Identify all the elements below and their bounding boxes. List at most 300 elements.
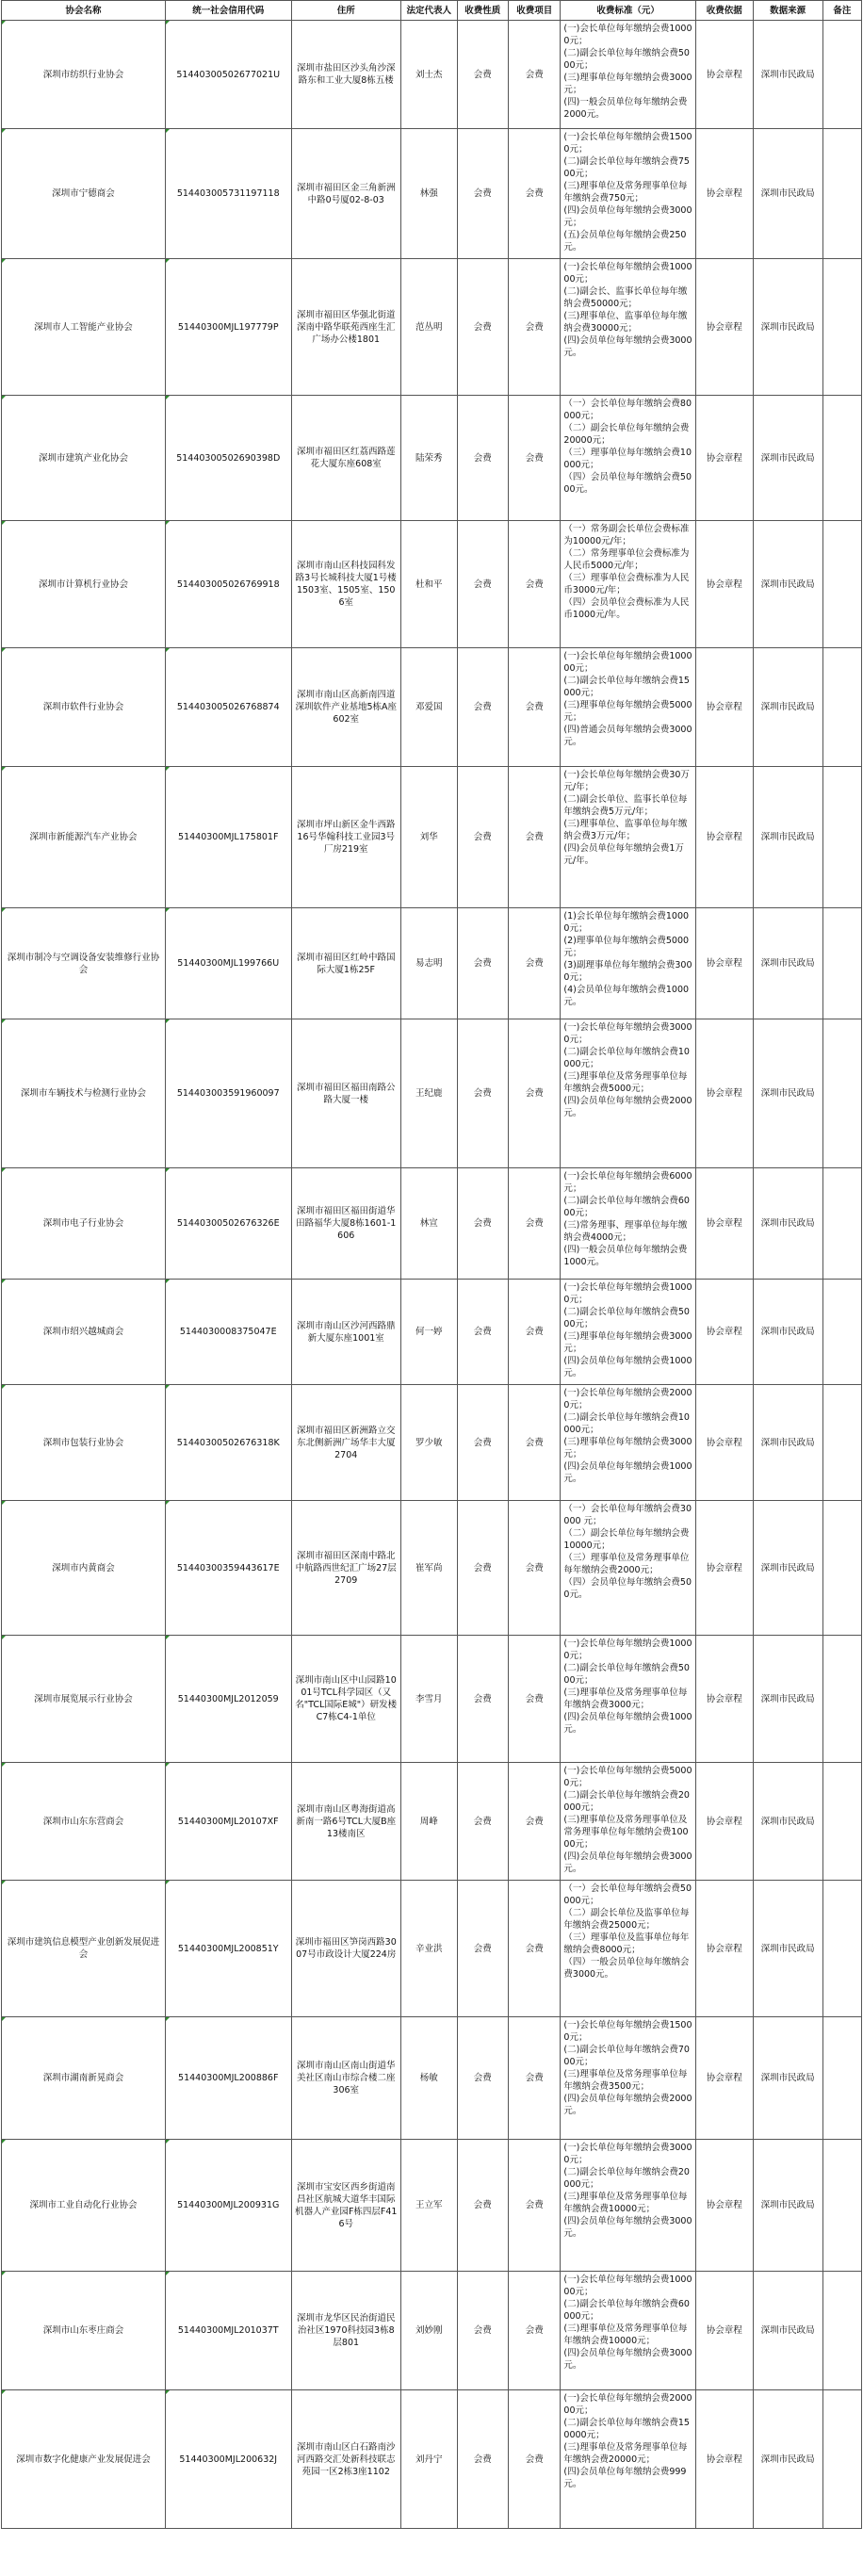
- fee-nature: 会费: [457, 129, 508, 259]
- table-row: [2, 1019, 862, 1168]
- fee-standard: [561, 259, 695, 396]
- credit-code: 51440300MJL199766U: [165, 908, 291, 1019]
- fee-basis: 协会章程: [695, 1881, 753, 2017]
- legal-representative: 林宣: [400, 1168, 457, 1280]
- fee-standard: [561, 521, 695, 648]
- fee-line: (一)会长单位每年缴纳会费100000元；: [563, 262, 692, 285]
- fee-line: (一)会长单位每年缴纳会费15000元；: [563, 132, 692, 155]
- association-name: 深圳市软件行业协会: [2, 648, 166, 767]
- address: 深圳市福田区金三角新洲中路0号厦02-8-03: [291, 129, 400, 259]
- association-name: 深圳市山东东营商会: [2, 1763, 166, 1881]
- fee-item: 会费: [508, 1763, 560, 1881]
- fee-standard: [561, 767, 695, 908]
- credit-code: 51440300MJL200886F: [165, 2017, 291, 2140]
- fee-line: （一）会长单位每年缴纳会费50000元；: [563, 1883, 692, 1906]
- credit-code: 514403005026768874: [165, 648, 291, 767]
- fee-line: （二）副会长单位每年缴纳会费20000元；: [563, 423, 690, 446]
- remark: [822, 1501, 861, 1636]
- fee-line: (三)理事单位每年缴纳会费3000元；: [563, 1437, 692, 1459]
- legal-representative: 何一婷: [400, 1280, 457, 1385]
- association-name: 深圳市建筑信息模型产业创新发展促进会: [2, 1881, 166, 2017]
- fee-nature: 会费: [457, 1385, 508, 1501]
- credit-code: 51440300502677021U: [165, 21, 291, 129]
- table-row: [2, 21, 862, 129]
- fee-line: (一)会长单位每年缴纳会费15000元；: [563, 2020, 692, 2043]
- data-source: 深圳市民政局: [753, 21, 822, 129]
- association-name: 深圳市绍兴越城商会: [2, 1280, 166, 1385]
- fee-item: 会费: [508, 908, 560, 1019]
- header-code: 统一社会信用代码: [165, 1, 291, 21]
- fee-item: 会费: [508, 1385, 560, 1501]
- remark: [822, 259, 861, 396]
- fee-line: （三）理事单位及常务理事单位每年缴纳会费2000元；: [563, 1553, 690, 1575]
- data-source: 深圳市民政局: [753, 259, 822, 396]
- data-source: 深圳市民政局: [753, 129, 822, 259]
- legal-representative: 杨敏: [400, 2017, 457, 2140]
- fee-basis: 协会章程: [695, 2017, 753, 2140]
- fee-line: （四）会员单位会费标准为人民币1000元/年。: [563, 597, 690, 620]
- header-source: 数据来源: [753, 1, 822, 21]
- fee-line: (二)副会长、监事长单位每年缴纳会费50000元；: [563, 286, 688, 309]
- fee-nature: 会费: [457, 2017, 508, 2140]
- fee-line: (一)会长单位每年缴纳会费10000元；: [563, 1639, 692, 1661]
- fee-item: 会费: [508, 1019, 560, 1168]
- fee-line: (一)会长单位每年缴纳会费30万元/年；: [563, 770, 690, 792]
- remark: [822, 396, 861, 521]
- fee-line: (二)副会长单位每年缴纳会费10000元；: [563, 1412, 690, 1435]
- fee-line: (四)会员单位每年缴纳会费1000元。: [563, 1461, 692, 1484]
- legal-representative: 王纪鹿: [400, 1019, 457, 1168]
- fee-line: （三）理事单位会费标准为人民币3000元/年；: [563, 573, 690, 595]
- fee-line: (四)会员单位每年缴纳会费2000元。: [563, 2094, 692, 2116]
- legal-representative: 刘丹宁: [400, 2390, 457, 2529]
- fee-line: (三)理事单位每年缴纳会费5000元；: [563, 700, 692, 723]
- fee-basis: 协会章程: [695, 1280, 753, 1385]
- association-name: 深圳市建筑产业化协会: [2, 396, 166, 521]
- remark: [822, 2017, 861, 2140]
- association-name: 深圳市车辆技术与检测行业协会: [2, 1019, 166, 1168]
- association-name: 深圳市电子行业协会: [2, 1168, 166, 1280]
- credit-code: 51440300MJL200931G: [165, 2140, 291, 2272]
- fee-basis: 协会章程: [695, 21, 753, 129]
- fee-line: (四)会员单位每年缴纳会费3000元。: [563, 1851, 692, 1874]
- fee-standard: [561, 1019, 695, 1168]
- fee-item: 会费: [508, 1881, 560, 2017]
- fee-standard: [561, 908, 695, 1019]
- fee-line: (三)理事单位及常务理事单位每年缴纳会费10000元；: [563, 2192, 688, 2214]
- address: 深圳市福田区红岭中路国际大厦1栋25F: [291, 908, 400, 1019]
- fee-line: (一)会长单位每年缴纳会费30000元；: [563, 1022, 692, 1045]
- fee-line: (四)会员单位每年缴纳会费3000元。: [563, 2216, 692, 2239]
- fee-line: (三)理事单位每年缴纳会费3000元；: [563, 73, 692, 95]
- table-row: [2, 908, 862, 1019]
- fee-basis: 协会章程: [695, 908, 753, 1019]
- credit-code: 51440300502676318K: [165, 1385, 291, 1501]
- fee-item: 会费: [508, 2272, 560, 2390]
- fee-basis: 协会章程: [695, 1168, 753, 1280]
- fee-item: 会费: [508, 396, 560, 521]
- association-name: 深圳市山东枣庄商会: [2, 2272, 166, 2390]
- legal-representative: 罗少敏: [400, 1385, 457, 1501]
- remark: [822, 129, 861, 259]
- fee-line: (四)会员单位每年缴纳会费999元。: [563, 2467, 687, 2489]
- address: 深圳市福田区福田南路公路大厦一楼: [291, 1019, 400, 1168]
- fee-nature: 会费: [457, 1636, 508, 1763]
- fee-line: (四)会员单位每年缴纳会费1000元。: [563, 1712, 692, 1735]
- remark: [822, 1385, 861, 1501]
- fee-item: 会费: [508, 129, 560, 259]
- fee-line: (二)副会长单位每年缴纳会费20000元；: [563, 1790, 690, 1813]
- header-nature: 收费性质: [457, 1, 508, 21]
- fee-basis: 协会章程: [695, 2390, 753, 2529]
- fee-line: (三)理事单位及常务理事单位每年缴纳会费750元；: [563, 181, 688, 204]
- address: 深圳市南山区高新南四道深圳软件产业基地5栋A座602室: [291, 648, 400, 767]
- fee-line: （一）会长单位每年缴纳会费80000元；: [563, 399, 692, 421]
- address: 深圳市福田区福田街道华田路福华大厦8栋1601-1606: [291, 1168, 400, 1280]
- data-source: 深圳市民政局: [753, 2140, 822, 2272]
- header-note: 备注: [822, 1, 861, 21]
- data-source: 深圳市民政局: [753, 1019, 822, 1168]
- fee-line: (二)副会长单位、监事长单位每年缴纳会费5万元/年；: [563, 794, 688, 817]
- table-row: [2, 521, 862, 648]
- fee-item: 会费: [508, 1636, 560, 1763]
- fee-line: (一)会长单位每年缴纳会费20000元；: [563, 1388, 692, 1410]
- legal-representative: 邓爱国: [400, 648, 457, 767]
- remark: [822, 1019, 861, 1168]
- fee-line: (四)会员单位每年缴纳会费3000元；: [563, 205, 692, 228]
- address: 深圳市福田区红荔西路莲花大厦东座608室: [291, 396, 400, 521]
- fee-standard: [561, 129, 695, 259]
- fee-nature: 会费: [457, 2140, 508, 2272]
- fee-line: （一）常务副会长单位会费标准为10000元/年；: [563, 524, 690, 546]
- address: 深圳市宝安区西乡街道南昌社区航城大道华丰国际机器人产业园F栋四层F416号: [291, 2140, 400, 2272]
- address: 深圳市南山区中山园路1001号TCL科学园区（又名"TCL国际E城"）研发楼C7栋C4-1单位: [291, 1636, 400, 1763]
- association-name: 深圳市制冷与空调设备安装维修行业协会: [2, 908, 166, 1019]
- fee-line: （四）会员单位每年缴纳会费5000元。: [563, 472, 692, 495]
- fee-item: 会费: [508, 1280, 560, 1385]
- fee-line: (四)普通会员每年缴纳会费3000元。: [563, 725, 692, 747]
- fee-item: 会费: [508, 648, 560, 767]
- data-source: 深圳市民政局: [753, 2017, 822, 2140]
- table-row: [2, 1280, 862, 1385]
- fee-line: (一)会长单位每年缴纳会费10000元；: [563, 24, 692, 46]
- fee-standard: [561, 1636, 695, 1763]
- fee-basis: 协会章程: [695, 1019, 753, 1168]
- credit-code: 51440300MJL200632J: [165, 2390, 291, 2529]
- address: 深圳市福田区新洲路立交东北侧新洲广场华丰大厦2704: [291, 1385, 400, 1501]
- fee-line: (三)理事单位、监事单位每年缴纳会费3万元/年；: [563, 819, 688, 841]
- remark: [822, 1763, 861, 1881]
- remark: [822, 1168, 861, 1280]
- fee-nature: 会费: [457, 21, 508, 129]
- fee-line: (二)副会长单位每年缴纳会费5000元；: [563, 1307, 690, 1329]
- legal-representative: 李雪月: [400, 1636, 457, 1763]
- fee-line: (三)理事单位及常务理事单位及常务理事单位每年缴纳会费10000元；: [563, 1815, 689, 1850]
- address: 深圳市福田区笋岗西路3007号市政设计大厦224房: [291, 1881, 400, 2017]
- fee-item: 会费: [508, 21, 560, 129]
- legal-representative: 杜和平: [400, 521, 457, 648]
- fee-standard: [561, 1168, 695, 1280]
- fee-line: (三)常务理事、理事单位每年缴纳会费4000元；: [563, 1220, 688, 1243]
- fee-line: (二)副会长单位每年缴纳会费5000元；: [563, 1663, 690, 1686]
- address: 深圳市南山区科技园科发路3号长城科技大厦1号楼1503室、1505室、1506室: [291, 521, 400, 648]
- credit-code: 51440300MJL197779P: [165, 259, 291, 396]
- table-row: [2, 2272, 862, 2390]
- fee-nature: 会费: [457, 767, 508, 908]
- credit-code: 51440300359443617E: [165, 1501, 291, 1636]
- legal-representative: 王立军: [400, 2140, 457, 2272]
- fee-basis: 协会章程: [695, 2272, 753, 2390]
- association-name: 深圳市人工智能产业协会: [2, 259, 166, 396]
- fee-line: （二）副会长单位及监事单位每年缴纳会费25000元；: [563, 1908, 690, 1931]
- fee-line: (2)理事单位每年缴纳会费5000元；: [563, 936, 690, 958]
- remark: [822, 1280, 861, 1385]
- header-basis: 收费依据: [695, 1, 753, 21]
- credit-code: 51440300MJL175801F: [165, 767, 291, 908]
- fee-line: (二)副会长单位每年缴纳会费5000元；: [563, 48, 690, 71]
- fee-basis: 协会章程: [695, 521, 753, 648]
- association-name: 深圳市展览展示行业协会: [2, 1636, 166, 1763]
- header-item: 收费项目: [508, 1, 560, 21]
- fee-item: 会费: [508, 1501, 560, 1636]
- remark: [822, 767, 861, 908]
- table-row: [2, 259, 862, 396]
- fee-line: （二）副会长单位每年缴纳会费10000元；: [563, 1528, 690, 1551]
- fee-standard: [561, 1385, 695, 1501]
- fee-line: （三）理事单位每年缴纳会费10000元；: [563, 448, 692, 470]
- fee-line: (四)会员单位每年缴纳会费3000元。: [563, 2348, 692, 2371]
- association-name: 深圳市内黄商会: [2, 1501, 166, 1636]
- fee-line: （四）会员单位每年缴纳会费500元。: [563, 1577, 692, 1600]
- header-name: 协会名称: [2, 1, 166, 21]
- data-source: 深圳市民政局: [753, 396, 822, 521]
- fee-line: (一)会长单位每年缴纳会费100000元；: [563, 651, 692, 674]
- fee-standard: [561, 1280, 695, 1385]
- table-row: [2, 1763, 862, 1881]
- remark: [822, 908, 861, 1019]
- fee-line: (一)会长单位每年缴纳会费100000元；: [563, 2274, 692, 2297]
- fee-basis: 协会章程: [695, 1385, 753, 1501]
- fee-line: (四)会员单位每年缴纳会费3000元。: [563, 335, 692, 358]
- data-source: 深圳市民政局: [753, 1280, 822, 1385]
- fee-standard: [561, 396, 695, 521]
- fee-item: 会费: [508, 1168, 560, 1280]
- remark: [822, 2390, 861, 2529]
- fee-basis: 协会章程: [695, 648, 753, 767]
- legal-representative: 易志明: [400, 908, 457, 1019]
- fee-line: (三)理事单位及常务理事单位每年缴纳会费20000元；: [563, 2442, 688, 2465]
- fee-line: (四)会员单位每年缴纳会费1万元/年。: [563, 843, 684, 866]
- fee-line: (二)副会长单位每年缴纳会费15000元；: [563, 676, 690, 698]
- table-row: [2, 2390, 862, 2529]
- fee-nature: 会费: [457, 1019, 508, 1168]
- legal-representative: 刘妙刚: [400, 2272, 457, 2390]
- remark: [822, 1881, 861, 2017]
- fee-line: (一)会长单位每年缴纳会费50000元；: [563, 1766, 692, 1788]
- fee-nature: 会费: [457, 259, 508, 396]
- header-fees: 收费标准（元）: [561, 1, 695, 21]
- association-name: 深圳市包装行业协会: [2, 1385, 166, 1501]
- legal-representative: 刘士杰: [400, 21, 457, 129]
- fee-line: (三)理事单位每年缴纳会费3000元；: [563, 1331, 692, 1354]
- fee-line: （三）理事单位及监事单位每年缴纳会费8000元；: [563, 1932, 690, 1955]
- fee-line: (五)会员单位每年缴纳会费250元。: [563, 230, 687, 253]
- fee-basis: 协会章程: [695, 1501, 753, 1636]
- fee-line: (二)副会长单位每年缴纳会费7000元；: [563, 2045, 690, 2067]
- credit-code: 51440300502676326E: [165, 1168, 291, 1280]
- address: 深圳市龙华区民治街道民治社区1970科技园3栋8层801: [291, 2272, 400, 2390]
- association-name: 深圳市计算机行业协会: [2, 521, 166, 648]
- fee-nature: 会费: [457, 648, 508, 767]
- fee-line: (一)会长单位每年缴纳会费10000元；: [563, 1282, 692, 1305]
- address: 深圳市福田区深南中路北中航路西世纪汇广场27层2709: [291, 1501, 400, 1636]
- fee-nature: 会费: [457, 2390, 508, 2529]
- table-row: [2, 1168, 862, 1280]
- legal-representative: 周峰: [400, 1763, 457, 1881]
- legal-representative: 刘华: [400, 767, 457, 908]
- address: 深圳市福田区华强北街道深南中路华联苑西座生汇广场办公楼1801: [291, 259, 400, 396]
- fee-line: (三)理事单位、监事单位每年缴纳会费30000元；: [563, 311, 688, 334]
- remark: [822, 648, 861, 767]
- address: 深圳市南山区白石路南沙河西路交汇处新科技联志苑园一区2栋3座1102: [291, 2390, 400, 2529]
- association-name: 深圳市新能源汽车产业协会: [2, 767, 166, 908]
- association-name: 深圳市宁德商会: [2, 129, 166, 259]
- fee-line: (二)副会长单位每年缴纳会费60000元；: [563, 2299, 690, 2322]
- fee-item: 会费: [508, 521, 560, 648]
- fee-line: (四)一般会员单位每年缴纳会费2000元。: [563, 97, 688, 120]
- remark: [822, 2272, 861, 2390]
- table-row: [2, 1881, 862, 2017]
- association-name: 深圳市湖南新晃商会: [2, 2017, 166, 2140]
- table-row: [2, 1501, 862, 1636]
- address: 深圳市盐田区沙头角沙深路东和工业大厦8栋五楼: [291, 21, 400, 129]
- fee-nature: 会费: [457, 1881, 508, 2017]
- fee-standard: [561, 21, 695, 129]
- credit-code: 51440300MJL2012059: [165, 1636, 291, 1763]
- credit-code: 514403003591960097: [165, 1019, 291, 1168]
- fee-nature: 会费: [457, 1280, 508, 1385]
- credit-code: 51440300MJL201037T: [165, 2272, 291, 2390]
- fee-standard: [561, 648, 695, 767]
- fee-line: (三)理事单位及常务理事单位每年缴纳会费10000元；: [563, 2323, 688, 2346]
- fee-line: (二)副会长单位每年缴纳会费20000元；: [563, 2167, 690, 2190]
- fee-line: （一）会长单位每年缴纳会费30000 元；: [563, 1504, 692, 1526]
- fee-line: (二)副会长单位每年缴纳会费6000元；: [563, 1196, 690, 1218]
- fee-line: (4)会员单位每年缴纳会费1000元。: [563, 985, 690, 1007]
- table-row: [2, 767, 862, 908]
- table-row: [2, 129, 862, 259]
- legal-representative: 范丛明: [400, 259, 457, 396]
- credit-code: 51440300502690398D: [165, 396, 291, 521]
- fee-line: (二)副会长单位每年缴纳会费10000元；: [563, 1047, 690, 1069]
- fee-standard: [561, 2272, 695, 2390]
- data-source: 深圳市民政局: [753, 1763, 822, 1881]
- fee-line: (三)理事单位及常务理事单位每年缴纳会费3500元；: [563, 2069, 688, 2092]
- data-source: 深圳市民政局: [753, 2390, 822, 2529]
- fee-line: (三)理事单位及常务理事单位每年缴纳会费5000元；: [563, 1071, 688, 1094]
- legal-representative: 陆荣秀: [400, 396, 457, 521]
- header-address: 住所: [291, 1, 400, 21]
- table-body: [2, 21, 862, 2529]
- fee-standard: [561, 1763, 695, 1881]
- fee-nature: 会费: [457, 908, 508, 1019]
- table-row: [2, 2140, 862, 2272]
- data-source: 深圳市民政局: [753, 1636, 822, 1763]
- remark: [822, 1636, 861, 1763]
- fee-line: (3)副理事单位每年缴纳会费3000元；: [563, 960, 692, 983]
- data-source: 深圳市民政局: [753, 521, 822, 648]
- header-row: [2, 1, 862, 21]
- legal-representative: 辛业洪: [400, 1881, 457, 2017]
- credit-code: 514403005026769918: [165, 521, 291, 648]
- fee-line: (四)会员单位每年缴纳会费2000元。: [563, 1096, 692, 1118]
- fee-line: （四）一般会员单位每年缴纳会费3000元。: [563, 1957, 690, 1980]
- fee-standard: [561, 2390, 695, 2529]
- fee-standard: [561, 1881, 695, 2017]
- fee-line: (四)一般会员单位每年缴纳会费1000元。: [563, 1245, 688, 1267]
- fee-basis: 协会章程: [695, 396, 753, 521]
- fee-item: 会费: [508, 2017, 560, 2140]
- fee-line: (二)副会长单位每年缴纳会费7500元；: [563, 156, 690, 179]
- data-source: 深圳市民政局: [753, 648, 822, 767]
- fee-item: 会费: [508, 767, 560, 908]
- fee-table: [1, 0, 862, 2529]
- table-row: [2, 396, 862, 521]
- data-source: 深圳市民政局: [753, 1168, 822, 1280]
- credit-code: 51440300MJL200851Y: [165, 1881, 291, 2017]
- address: 深圳市南山区沙河西路鼎新大厦东座1001室: [291, 1280, 400, 1385]
- table-row: [2, 1636, 862, 1763]
- table-row: [2, 1385, 862, 1501]
- credit-code: 514403005731197118: [165, 129, 291, 259]
- data-source: 深圳市民政局: [753, 1385, 822, 1501]
- fee-line: (一)会长单位每年缴纳会费30000元；: [563, 2143, 692, 2165]
- address: 深圳市南山区粤海街道高新南一路6号TCL大厦B座13楼南区: [291, 1763, 400, 1881]
- table-row: [2, 2017, 862, 2140]
- table-row: [2, 648, 862, 767]
- association-name: 深圳市数字化健康产业发展促进会: [2, 2390, 166, 2529]
- association-name: 深圳市工业自动化行业协会: [2, 2140, 166, 2272]
- fee-standard: [561, 2017, 695, 2140]
- fee-basis: 协会章程: [695, 2140, 753, 2272]
- header-rep: 法定代表人: [400, 1, 457, 21]
- fee-nature: 会费: [457, 1763, 508, 1881]
- legal-representative: 林强: [400, 129, 457, 259]
- data-source: 深圳市民政局: [753, 1501, 822, 1636]
- fee-line: (一)会长单位每年缴纳会费200000元；: [563, 2393, 692, 2416]
- fee-basis: 协会章程: [695, 1763, 753, 1881]
- data-source: 深圳市民政局: [753, 1881, 822, 2017]
- fee-basis: 协会章程: [695, 767, 753, 908]
- fee-line: (四)会员单位每年缴纳会费1000元。: [563, 1356, 692, 1378]
- credit-code: 51440300MJL20107XF: [165, 1763, 291, 1881]
- fee-line: (1)会长单位每年缴纳会费10000元；: [563, 911, 690, 934]
- credit-code: 5144030008375047E: [165, 1280, 291, 1385]
- fee-line: (三)理事单位及常务理事单位每年缴纳会费3000元；: [563, 1687, 688, 1710]
- fee-standard: [561, 2140, 695, 2272]
- fee-nature: 会费: [457, 1501, 508, 1636]
- fee-basis: 协会章程: [695, 259, 753, 396]
- fee-line: (二)副会长单位每年缴纳会费150000元；: [563, 2418, 690, 2440]
- fee-basis: 协会章程: [695, 1636, 753, 1763]
- data-source: 深圳市民政局: [753, 2272, 822, 2390]
- address: 深圳市坪山新区金牛西路16号华翰科技工业园3号厂房219室: [291, 767, 400, 908]
- fee-nature: 会费: [457, 1168, 508, 1280]
- remark: [822, 2140, 861, 2272]
- association-name: 深圳市纺织行业协会: [2, 21, 166, 129]
- fee-nature: 会费: [457, 2272, 508, 2390]
- fee-line: (一)会长单位每年缴纳会费6000元；: [563, 1171, 692, 1194]
